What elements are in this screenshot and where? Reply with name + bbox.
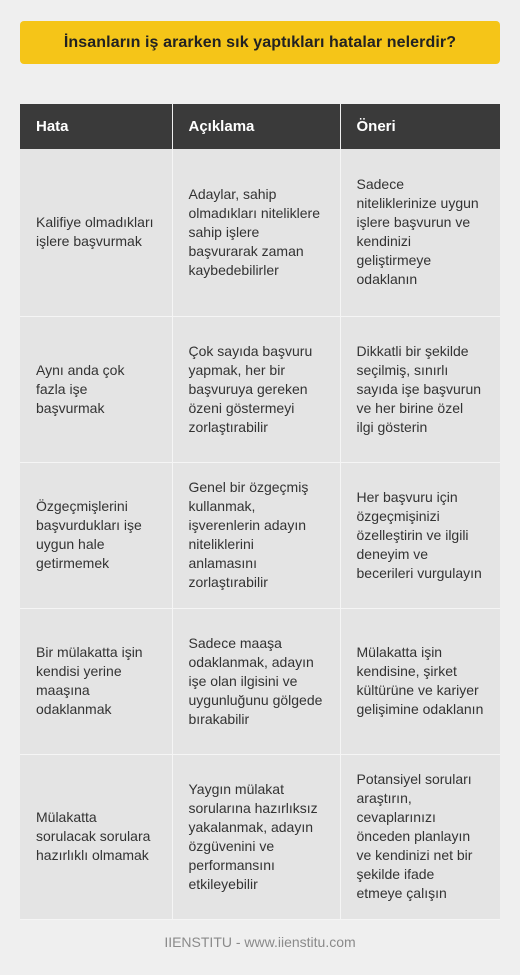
cell-hata: Bir mülakatta işin kendisi yerine maaşına odaklanmak [20, 608, 172, 754]
cell-aciklama: Sadece maaşa odaklanmak, adayın işe olan ilgisini ve uygunluğunu gölgede bırakabilir [172, 608, 340, 754]
footer-credit: IIENSTITU - www.iienstitu.com [164, 934, 356, 950]
cell-hata: Mülakatta sorulacak sorulara hazırlıklı olmamak [20, 754, 172, 919]
page-title: İnsanların iş ararken sık yaptıkları hatalar nelerdir? [63, 33, 457, 51]
mistakes-table [20, 104, 500, 920]
header-hata: Hata [20, 104, 172, 149]
table-row [20, 608, 500, 754]
table-row [20, 462, 500, 608]
cell-oneri: Her başvuru için özgeçmişinizi özelleştirin ve ilgili deneyim ve becerileri vurgulayın [340, 462, 500, 608]
cell-hata: Aynı anda çok fazla işe başvurmak [20, 316, 172, 462]
table-row [20, 149, 500, 316]
cell-hata: Kalifiye olmadıkları işlere başvurmak [20, 149, 172, 316]
cell-oneri: Mülakatta işin kendisine, şirket kültürüne ve kariyer gelişimine odaklanın [340, 608, 500, 754]
cell-aciklama: Çok sayıda başvuru yapmak, her bir başvuruya gereken özeni göstermeyi zorlaştırabilir [172, 316, 340, 462]
cell-oneri: Dikkatli bir şekilde seçilmiş, sınırlı sayıda işe başvurun ve her birine özel ilgi gösterin [340, 316, 500, 462]
cell-oneri: Potansiyel soruları araştırın, cevaplarınızı önceden planlayın ve kendinizi net bir şekilde ifade etmeye çalışın [340, 754, 500, 919]
cell-aciklama: Genel bir özgeçmiş kullanmak, işverenlerin adayın niteliklerini anlamasını zorlaştırabilir [172, 462, 340, 608]
cell-hata: Özgeçmişlerini başvurdukları işe uygun hale getirmemek [20, 462, 172, 608]
cell-oneri: Sadece niteliklerinize uygun işlere başvurun ve kendinizi geliştirmeye odaklanın [340, 149, 500, 316]
header-aciklama: Açıklama [172, 104, 340, 149]
cell-aciklama: Adaylar, sahip olmadıkları niteliklere sahip işlere başvurarak zaman kaybedebilirler [172, 149, 340, 316]
title-banner [20, 21, 500, 64]
cell-aciklama: Yaygın mülakat sorularına hazırlıksız yakalanmak, adayın özgüvenini ve performansını etkileyebilir [172, 754, 340, 919]
table-row [20, 316, 500, 462]
header-oneri: Öneri [340, 104, 500, 149]
table-header-row [20, 104, 500, 149]
table-row [20, 754, 500, 919]
